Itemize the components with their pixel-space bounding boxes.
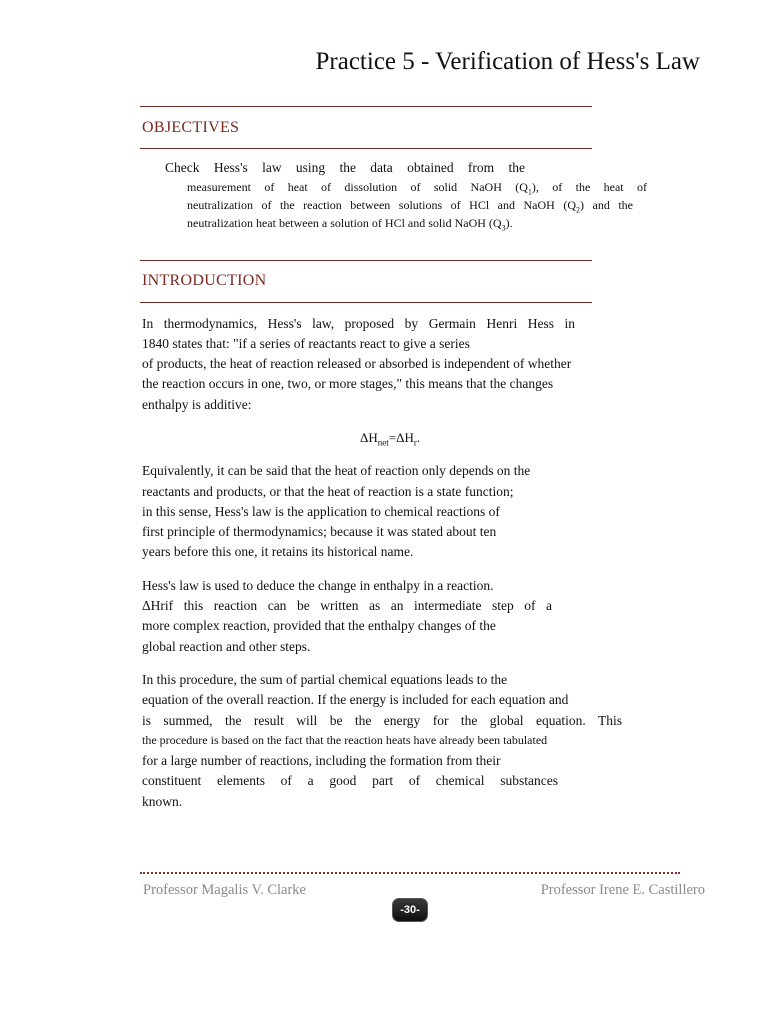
objectives-line: Check Hess's law using the data obtained from the: [165, 160, 525, 175]
intro-line: constituent elements of a good part of chemical substances: [142, 773, 558, 788]
intro-line: in this sense, Hess's law is the application to chemical reactions of: [142, 504, 500, 519]
formula-subscript: r: [413, 437, 417, 448]
intro-line: more complex reaction, provided that the enthalpy changes of the: [142, 618, 496, 633]
objectives-line: [187, 198, 633, 214]
section-rule-top: [140, 106, 592, 107]
intro-line: ΔHrif this reaction can be written as an intermediate step of a: [142, 598, 552, 613]
formula-symbol: ΔH: [360, 430, 378, 445]
section-rule-top: [140, 260, 592, 261]
hess-formula: [360, 430, 420, 448]
objectives-text: neutralization of the reaction between solutions of HCl and NaOH $(Q_2)$ and the: [187, 198, 634, 215]
intro-line: known.: [142, 794, 183, 809]
formula-symbol: .: [416, 430, 421, 445]
introduction-heading: INTRODUCTION: [142, 272, 267, 289]
page-number-badge: -30-: [392, 898, 428, 922]
page-title: Practice 5 - Verification of Hess's Law: [315, 48, 700, 75]
intro-line: In thermodynamics, Hess's law, proposed by Germain Henri Hess in: [142, 316, 575, 331]
footer-author-left: Professor Magalis V. Clarke: [143, 882, 306, 898]
objectives-line: [187, 216, 513, 232]
intro-line: years before this one, it retains its historical name.: [142, 544, 414, 559]
intro-line: reactants and products, or that the heat of reaction is a state function;: [142, 484, 514, 499]
intro-line: In this procedure, the sum of partial chemical equations leads to the: [142, 672, 508, 687]
intro-line: the reaction occurs in one, two, or more stages," this means that the changes: [142, 376, 554, 391]
intro-line: for a large number of reactions, including the formation from their: [142, 753, 501, 768]
section-rule-bottom: [140, 148, 592, 149]
intro-line: global reaction and other steps.: [142, 639, 311, 654]
objectives-line: [187, 180, 647, 196]
intro-line: is summed, the result will be the energy for the global equation. This: [142, 713, 622, 728]
formula-subscript: net: [377, 437, 389, 448]
section-rule-bottom: [140, 302, 592, 303]
formula-symbol: =ΔH: [388, 430, 414, 445]
intro-line: the procedure is based on the fact that the reaction heats have already been tabulated: [142, 733, 548, 747]
intro-line: Equivalently, it can be said that the heat of reaction only depends on the: [142, 463, 531, 478]
objectives-text: measurement of heat of dissolution of solid NaOH $(Q_1)$, of the heat of: [187, 180, 647, 197]
footer-divider: [140, 872, 680, 874]
intro-line: of products, the heat of reaction released or absorbed is independent of whether: [142, 356, 572, 371]
footer-author-right: Professor Irene E. Castillero: [540, 882, 705, 898]
objectives-heading: OBJECTIVES: [142, 119, 240, 136]
objectives-text: neutralization heat between a solution of HCl and solid NaOH $(Q_3)$.: [187, 216, 513, 233]
intro-line: equation of the overall reaction. If the energy is included for each equation and: [142, 692, 569, 707]
intro-line: first principle of thermodynamics; because it was stated about ten: [142, 524, 497, 539]
intro-line: enthalpy is additive:: [142, 397, 252, 412]
intro-line: Hess's law is used to deduce the change in enthalpy in a reaction.: [142, 578, 494, 593]
intro-line: 1840 states that: "if a series of reactants react to give a series: [142, 336, 470, 351]
